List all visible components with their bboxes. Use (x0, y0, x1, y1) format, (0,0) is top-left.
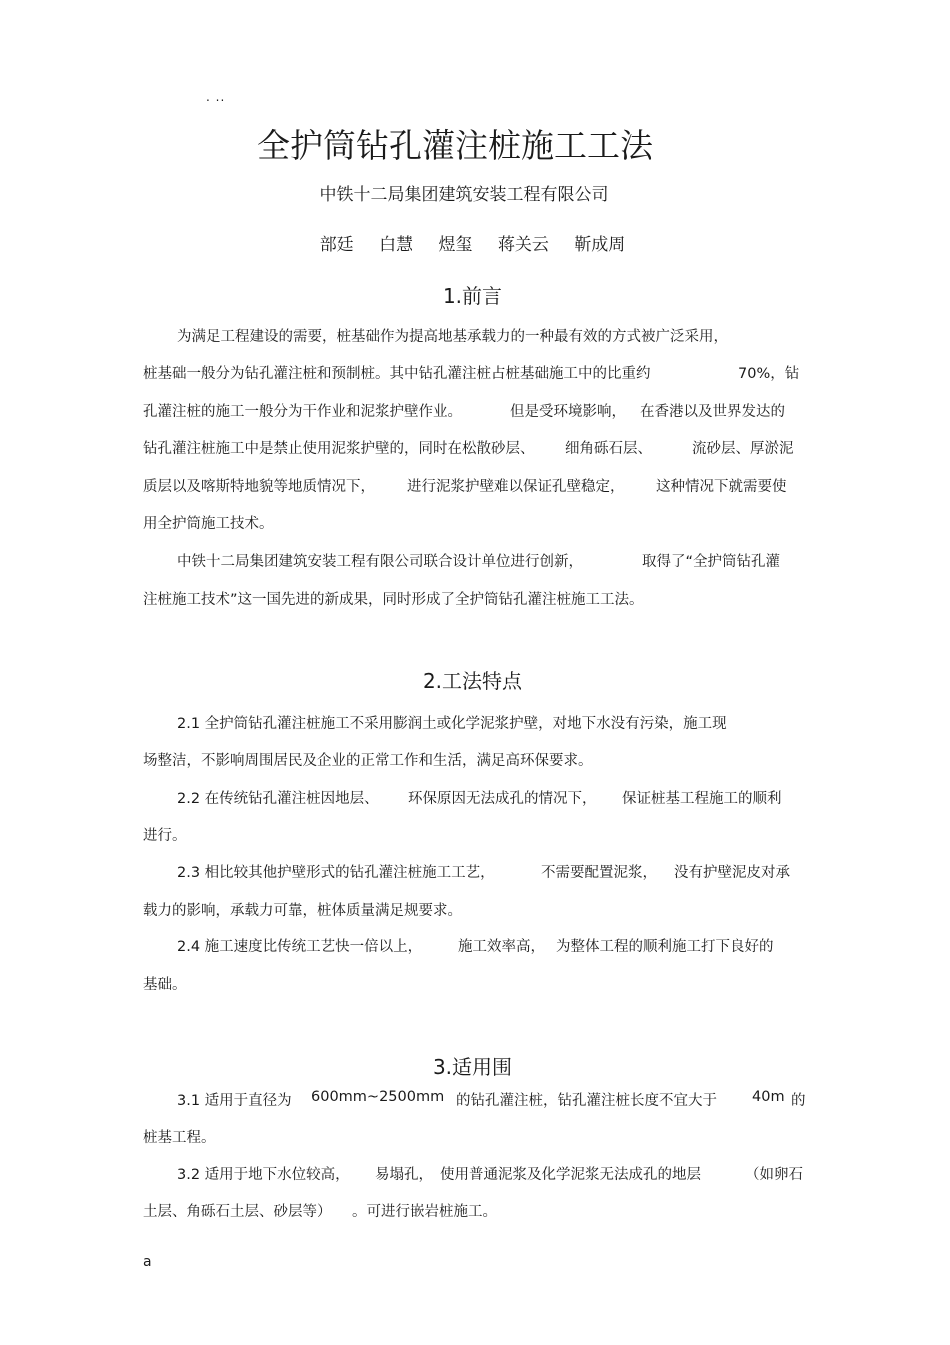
paragraph-line: 使用普通泥浆及化学泥浆无法成孔的地层 (440, 1167, 701, 1183)
paragraph-line: 但是受环境影响， (510, 404, 626, 420)
footer-mark: a (143, 1254, 152, 1270)
section-heading: 3.适用围 (432, 1055, 513, 1079)
paragraph-line: 场整洁，不影响周围居民及企业的正常工作和生活，满足高环保要求。 (143, 753, 593, 769)
paragraph-line: 70%，钻 (738, 366, 800, 382)
paragraph-line: 的 (791, 1093, 806, 1109)
paragraph-line: 2.1 全护筒钻孔灌注桩施工不采用膨润土或化学泥浆护壁，对地下水没有污染，施工现 (177, 716, 727, 732)
section-heading: 1.前言 (442, 284, 503, 308)
paragraph-line: 。可进行嵌岩桩施工。 (352, 1204, 497, 1220)
paragraph-line: 中铁十二局集团建筑安装工程有限公司联合设计单位进行创新， (177, 554, 583, 570)
paragraph-line: 用全护筒施工技术。 (143, 516, 274, 532)
paragraph-line: 流砂层、厚淤泥 (692, 441, 794, 457)
paragraph-line: 基础。 (143, 977, 187, 993)
paragraph-line: 载力的影响，承载力可靠，桩体质量满足规要求。 (143, 903, 462, 919)
paragraph-line: 进行泥浆护壁难以保证孔壁稳定， (407, 479, 625, 495)
paragraph-line: 这种情况下就需要使 (656, 479, 787, 495)
paragraph-line: 为整体工程的顺利施工打下良好的 (556, 939, 774, 955)
author-list (0, 230, 945, 255)
author-name: 白慧 (379, 235, 414, 255)
section-heading: 2.工法特点 (422, 669, 523, 693)
paragraph-line: 施工效率高， (458, 939, 545, 955)
author-name: 部廷 (319, 235, 354, 255)
paragraph-line: 3.1 适用于直径为 (177, 1093, 292, 1109)
paragraph-line: 不需要配置泥浆， (541, 865, 657, 881)
paragraph-line: 的钻孔灌注桩，钻孔灌注桩长度不宜大于 (456, 1093, 717, 1109)
paragraph-line: 取得了“全护筒钻孔灌 (642, 554, 781, 570)
paragraph-line: 细角砾石层、 (565, 441, 652, 457)
paragraph-line: 桩基工程。 (143, 1130, 216, 1146)
paragraph-line: 易塌孔， (375, 1167, 433, 1183)
paragraph-line: 为满足工程建设的需要，桩基础作为提高地基承载力的一种最有效的方式被广泛采用， (177, 329, 728, 345)
paragraph-line: 进行。 (143, 828, 187, 844)
paragraph-line: 环保原因无法成孔的情况下， (408, 791, 597, 807)
paragraph-line: 保证桩基工程施工的顺利 (622, 791, 782, 807)
author-name: 靳成周 (574, 235, 626, 255)
paragraph-line: 质层以及喀斯特地貌等地质情况下， (143, 479, 375, 495)
paragraph-line: 没有护壁泥皮对承 (674, 865, 790, 881)
document-title: 全护筒钻孔灌注桩施工工法 (257, 126, 653, 165)
header-mark: . .. (206, 90, 226, 104)
paragraph-line: 桩基础一般分为钻孔灌注桩和预制桩。其中钻孔灌注桩占桩基础施工中的比重约 (143, 366, 651, 382)
company-name: 中铁十二局集团建筑安装工程有限公司 (319, 185, 609, 205)
paragraph-line: 在香港以及世界发达的 (640, 404, 785, 420)
paragraph-line: 3.2 适用于地下水位较高， (177, 1167, 350, 1183)
paragraph-line: 注桩施工技术”这一国先进的新成果，同时形成了全护筒钻孔灌注桩施工工法。 (143, 592, 644, 608)
paragraph-line: 土层、角砾石土层、砂层等） (143, 1204, 332, 1220)
paragraph-line: 孔灌注桩的施工一般分为干作业和泥浆护壁作业。 (143, 404, 462, 420)
paragraph-line: 钻孔灌注桩施工中是禁止使用泥浆护壁的，同时在松散砂层、 (143, 441, 535, 457)
paragraph-line: 600mm~2500mm (311, 1089, 445, 1105)
paragraph-line: 2.2 在传统钻孔灌注桩因地层、 (177, 791, 379, 807)
author-name: 蒋关云 (497, 235, 549, 255)
paragraph-line: （如卵石 (745, 1167, 803, 1183)
paragraph-line: 40m (752, 1089, 785, 1105)
author-name: 煜玺 (438, 235, 473, 255)
paragraph-line: 2.3 相比较其他护壁形式的钻孔灌注桩施工工艺， (177, 865, 495, 881)
paragraph-line: 2.4 施工速度比传统工艺快一倍以上， (177, 939, 423, 955)
